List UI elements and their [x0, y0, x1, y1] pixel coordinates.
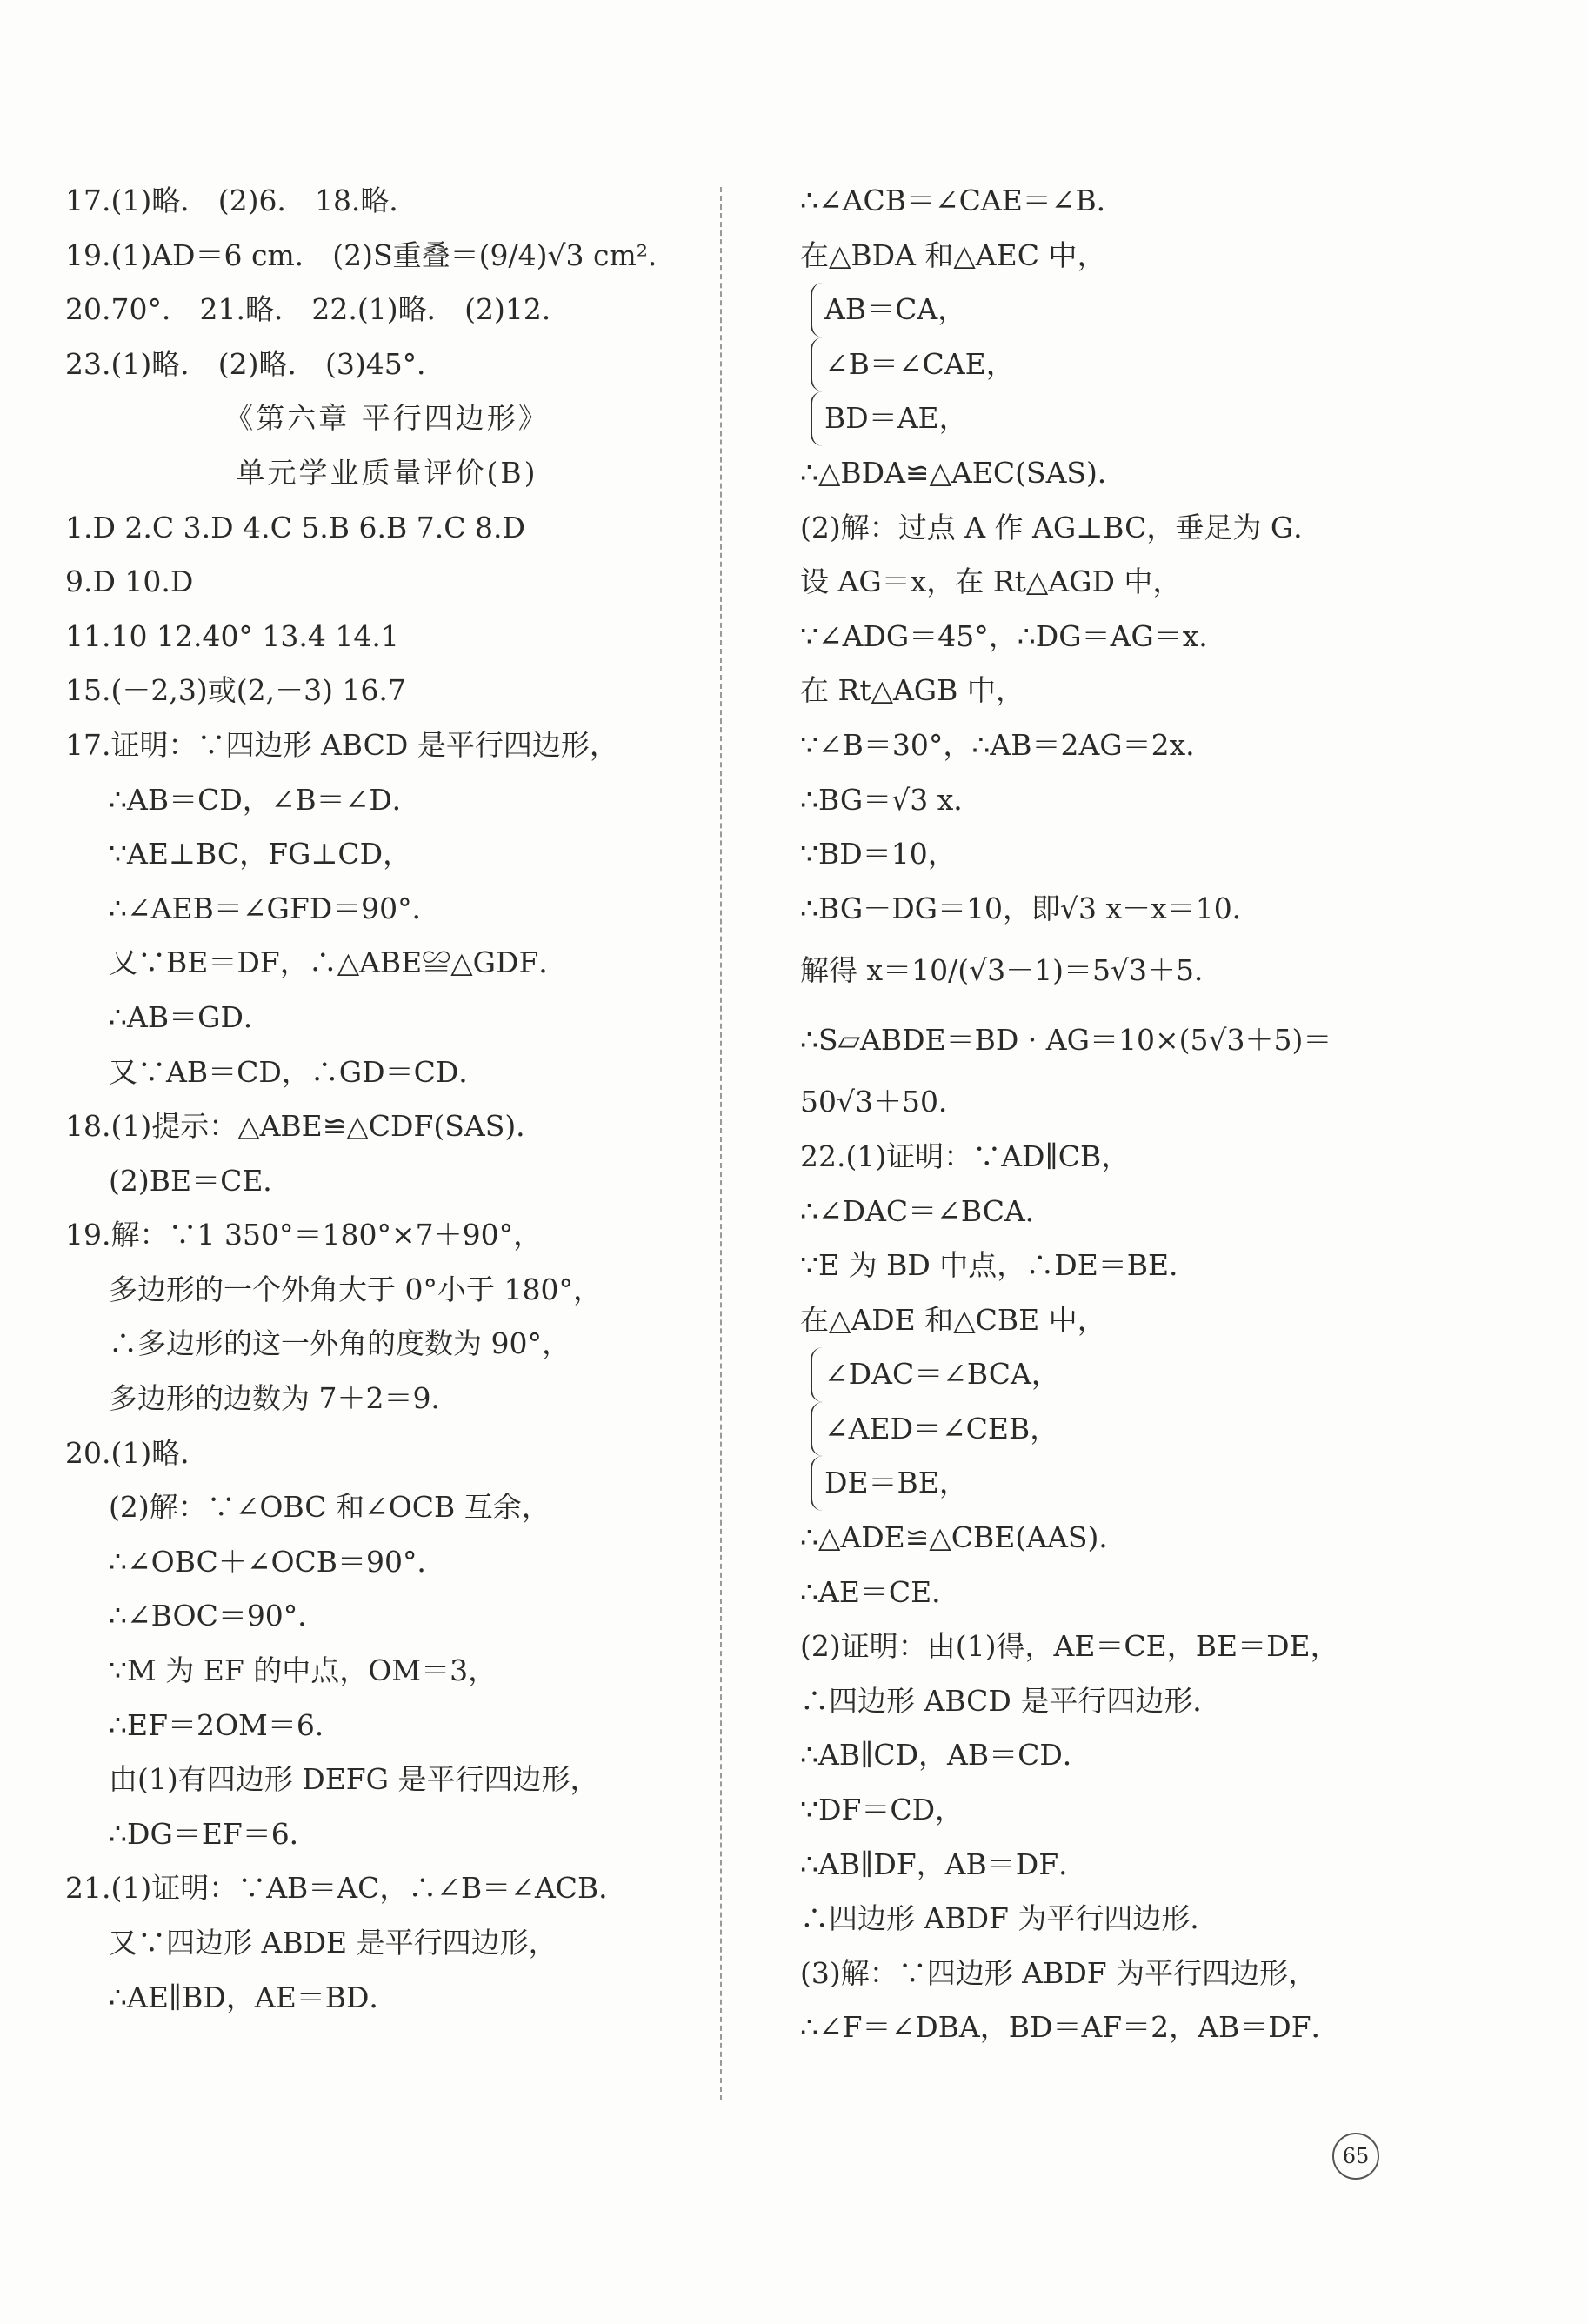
- left-line: ∵M 为 EF 的中点，OM＝3，: [109, 1653, 497, 1688]
- left-line: 15.(－2,3)或(2,－3) 16.7: [65, 673, 406, 708]
- left-line: 单元学业质量评价(B): [236, 455, 538, 490]
- right-line: ∠AED＝∠CEB，: [811, 1402, 1478, 1457]
- left-line: ∴AB＝CD，∠B＝∠D．: [109, 782, 421, 817]
- right-line: ∴BG＝√3 x．: [800, 782, 983, 817]
- left-line: ∴AB＝GD．: [109, 999, 272, 1034]
- left-line: 《第六章 平行四边形》: [224, 401, 550, 436]
- left-line: 由(1)有四边形 DEFG 是平行四边形，: [109, 1762, 599, 1797]
- right-line: 在△ADE 和△CBE 中，: [800, 1302, 1106, 1337]
- left-line: 9.D 10.D: [65, 564, 194, 599]
- left-column: [65, 174, 709, 2025]
- left-line: 又∵BE＝DF，∴△ABE≌△GDF．: [109, 945, 568, 980]
- right-line: ∵BD＝10，: [800, 837, 957, 872]
- left-line: 18.(1)提示：△ABE≌△CDF(SAS)．: [65, 1109, 545, 1144]
- right-line: AB＝CA，: [811, 283, 1478, 337]
- left-line: 17.证明：∵四边形 ABCD 是平行四边形，: [65, 727, 618, 762]
- left-line: 21.(1)证明：∵AB＝AC，∴∠B＝∠ACB．: [65, 1871, 628, 1906]
- right-line: ∴∠ACB＝∠CAE＝∠B．: [800, 184, 1125, 217]
- right-line: ∴AB∥CD，AB＝CD．: [800, 1738, 1091, 1773]
- right-line: ∠B＝∠CAE，: [811, 337, 1478, 392]
- right-line: ∠DAC＝∠BCA，: [811, 1347, 1478, 1402]
- left-line: ∴DG＝EF＝6．: [109, 1816, 318, 1851]
- left-line: (2)解：∵∠OBC 和∠OCB 互余，: [109, 1490, 550, 1525]
- left-line: 多边形的一个外角大于 0°小于 180°，: [109, 1272, 602, 1306]
- right-line: 设 AG＝x，在 Rt△AGD 中，: [800, 564, 1182, 599]
- left-line: ∴∠BOC＝90°．: [109, 1599, 327, 1633]
- right-line: DE＝BE，: [811, 1456, 1478, 1511]
- page-number: 65: [1332, 2133, 1379, 2180]
- left-line: 又∵AB＝CD，∴GD＝CD．: [109, 1054, 488, 1089]
- left-line: 多边形的边数为 7＋2＝9．: [109, 1381, 460, 1416]
- right-line: (2)解：过点 A 作 AG⊥BC，垂足为 G．: [800, 510, 1323, 544]
- left-line: 19.解：∵1 350°＝180°×7＋90°，: [65, 1218, 543, 1252]
- right-line: ∵∠B＝30°，∴AB＝2AG＝2x．: [800, 727, 1215, 762]
- right-line: 在△BDA 和△AEC 中，: [800, 237, 1106, 272]
- left-line: 23.(1)略． (2)略． (3)45°．: [65, 346, 446, 381]
- right-line: ∵E 为 BD 中点，∴DE＝BE．: [800, 1248, 1198, 1283]
- left-line: ∴多边形的这一外角的度数为 90°，: [109, 1326, 570, 1361]
- right-line: ∴AB∥DF，AB＝DF．: [800, 1847, 1088, 1881]
- right-line: ∴BG－DG＝10，即√3 x－x＝10．: [800, 891, 1261, 925]
- left-line: ∴AE∥BD，AE＝BD．: [109, 1980, 398, 2014]
- left-line: 19.(1)AD＝6 cm． (2)S重叠＝(9/4)√3 cm²．: [65, 237, 677, 272]
- right-line: BD＝AE，: [811, 391, 1478, 446]
- right-line: 50√3＋50．: [800, 1085, 968, 1119]
- right-line: 解得 x＝10/(√3－1)＝5√3＋5．: [800, 953, 1223, 988]
- right-line: ∵DF＝CD，: [800, 1793, 964, 1827]
- right-line: ∴△BDA≌△AEC(SAS)．: [800, 455, 1126, 490]
- right-line: ∴四边形 ABCD 是平行四边形．: [800, 1683, 1222, 1718]
- left-line: 又∵四边形 ABDE 是平行四边形，: [109, 1926, 557, 1960]
- column-divider: [720, 187, 722, 2100]
- right-line: ∴S▱ABDE＝BD · AG＝10×(5√3＋5)＝: [800, 1023, 1332, 1058]
- left-line: (2)BE＝CE．: [109, 1163, 292, 1198]
- right-line: ∴△ADE≌△CBE(AAS)．: [800, 1520, 1128, 1555]
- right-line: ∴AE＝CE．: [800, 1574, 961, 1609]
- right-line: 在 Rt△AGB 中，: [800, 673, 1024, 708]
- left-line: ∴∠OBC＋∠OCB＝90°．: [109, 1544, 446, 1579]
- left-line: ∵AE⊥BC，FG⊥CD，: [109, 837, 412, 872]
- left-line: ∴∠AEB＝∠GFD＝90°．: [109, 891, 441, 925]
- right-line: ∴四边形 ABDF 为平行四边形．: [800, 1901, 1219, 1936]
- left-line: 20.(1)略．: [65, 1435, 210, 1470]
- right-line: ∴∠DAC＝∠BCA．: [800, 1193, 1054, 1228]
- left-line: ∴EF＝2OM＝6．: [109, 1707, 344, 1742]
- right-line: 22.(1)证明：∵AD∥CB，: [800, 1139, 1131, 1173]
- right-column: [800, 174, 1478, 2055]
- left-line: 11.10 12.40° 13.4 14.1: [65, 618, 399, 653]
- right-line: ∴∠F＝∠DBA，BD＝AF＝2，AB＝DF．: [800, 2010, 1340, 2045]
- left-line: 1.D 2.C 3.D 4.C 5.B 6.B 7.C 8.D: [65, 510, 525, 544]
- left-line: 20.70°． 21.略． 22.(1)略． (2)12．: [65, 292, 570, 327]
- right-line: ∵∠ADG＝45°，∴DG＝AG＝x．: [800, 618, 1228, 653]
- right-line: (2)证明：由(1)得，AE＝CE，BE＝DE，: [800, 1629, 1339, 1664]
- right-line: (3)解：∵四边形 ABDF 为平行四边形，: [800, 1955, 1318, 1990]
- left-line: 17.(1)略． (2)6． 18.略．: [65, 184, 418, 217]
